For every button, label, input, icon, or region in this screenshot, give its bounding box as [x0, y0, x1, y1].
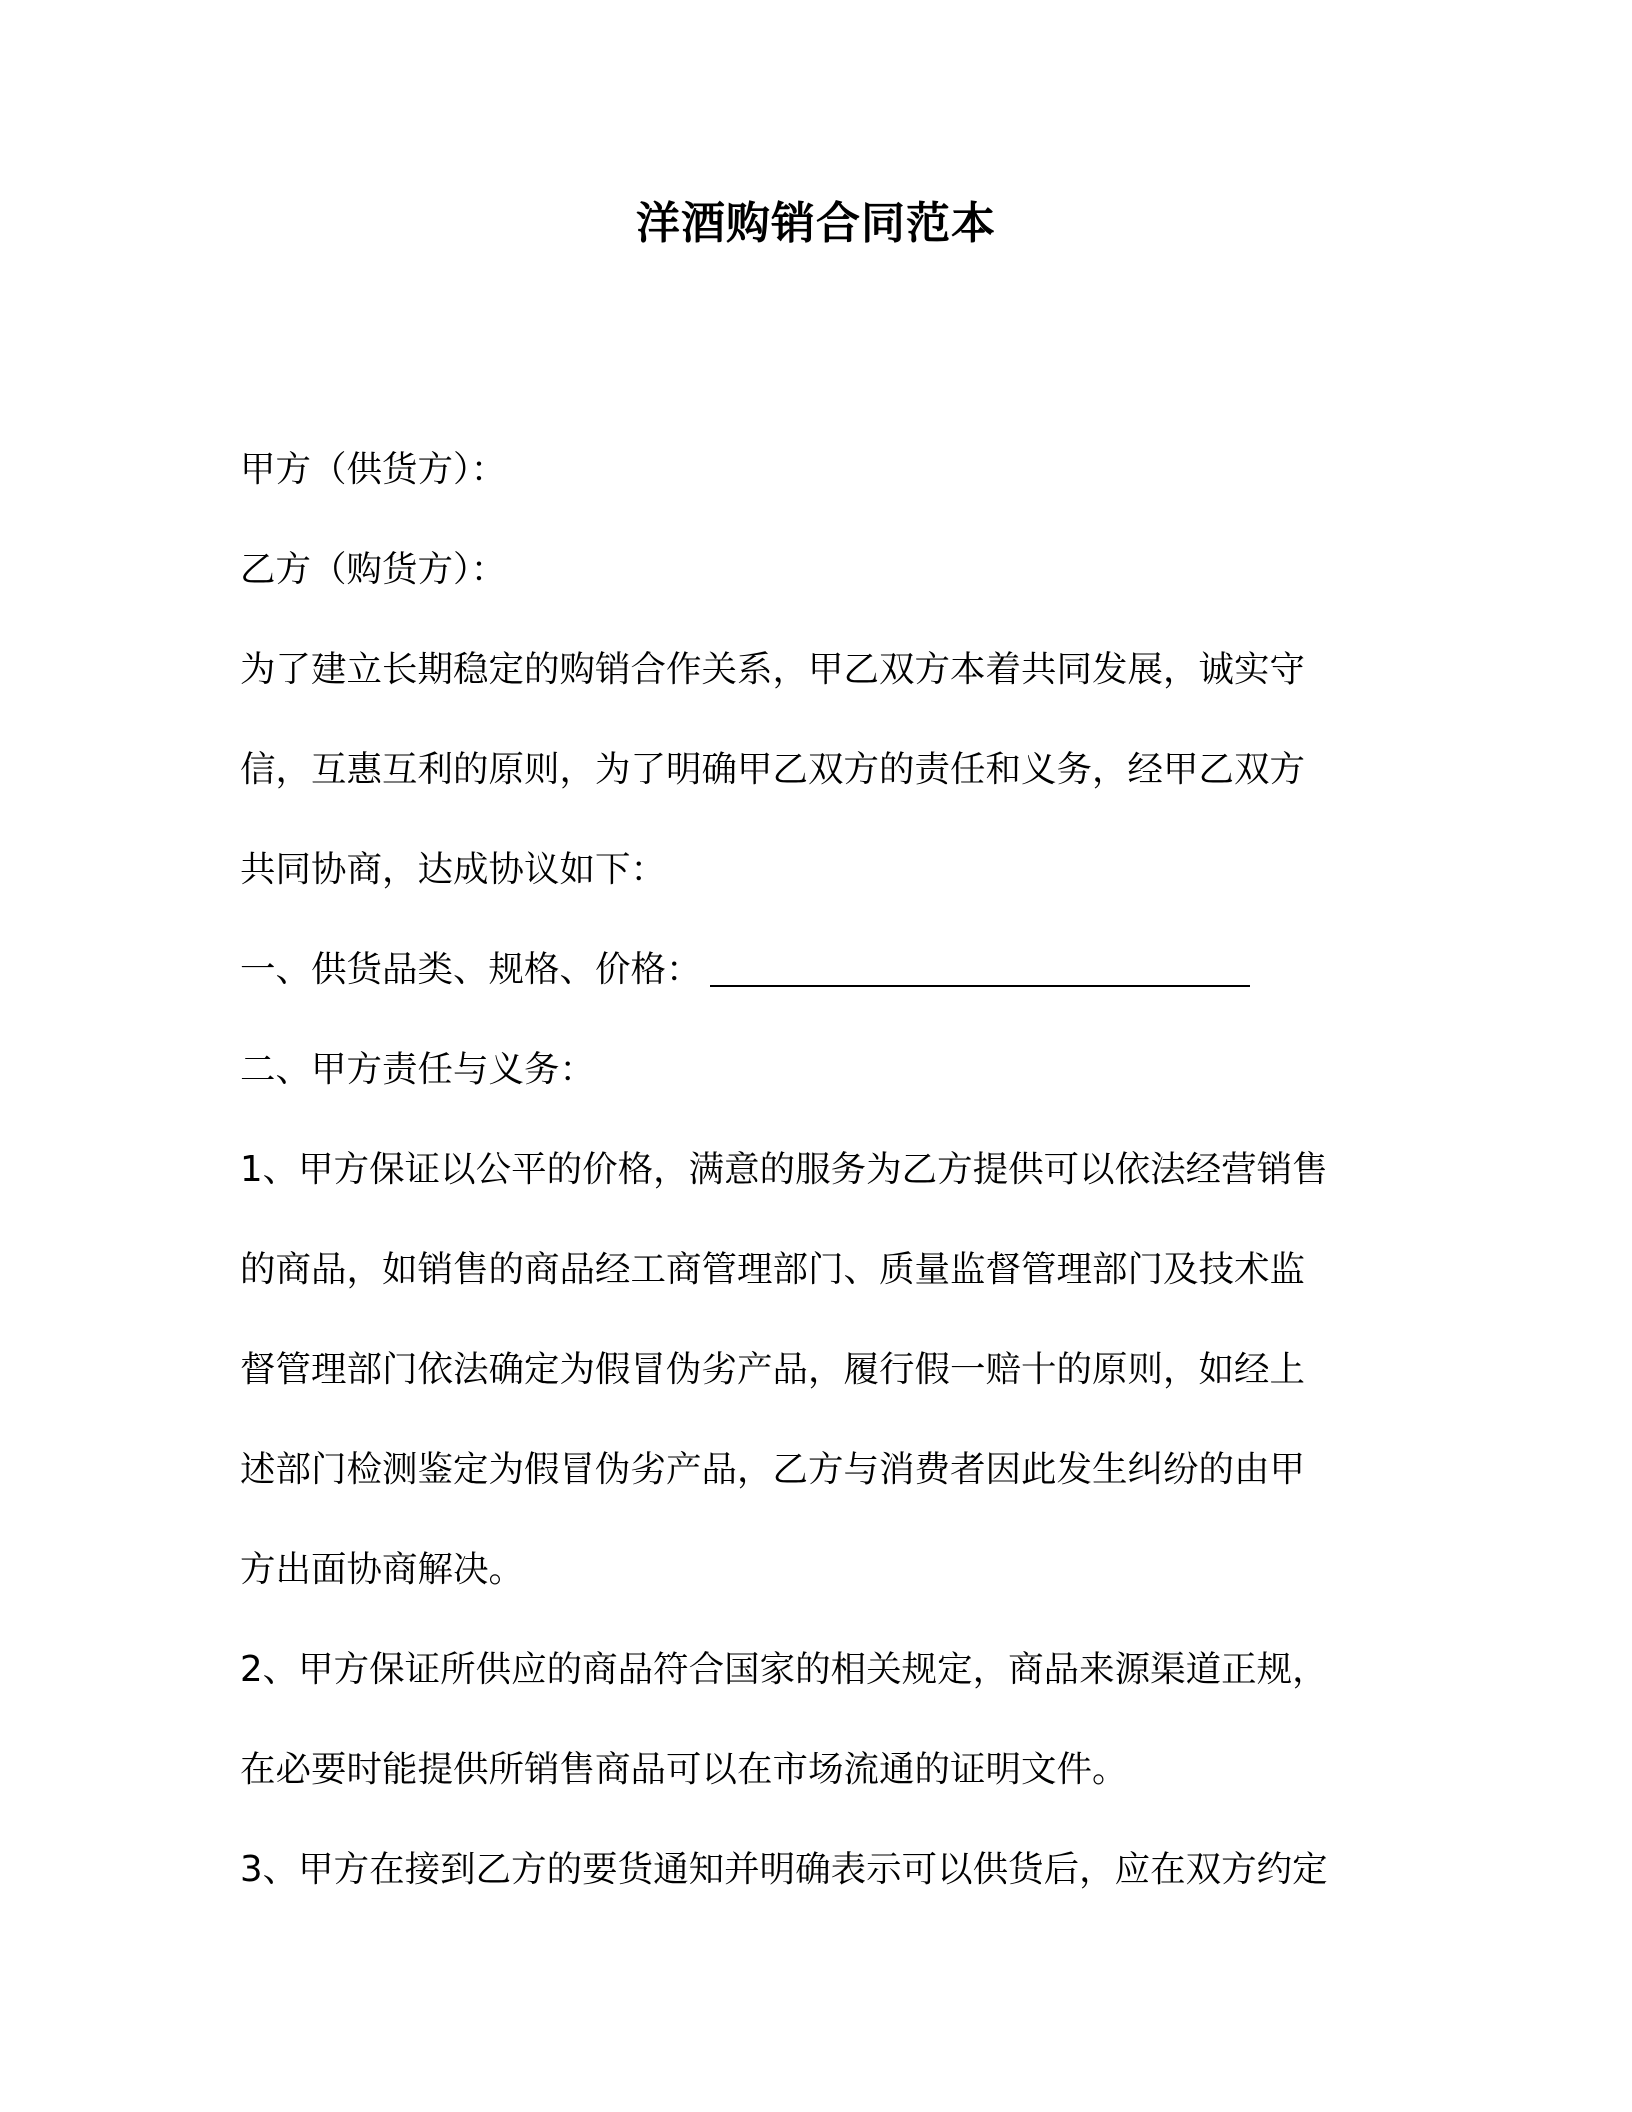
document-body	[240, 420, 1390, 1920]
preamble-line-3: 共同协商，达成协议如下：	[240, 849, 667, 890]
party-b-line: 乙方（购货方）：	[240, 549, 507, 590]
item-3-line-1: 3、甲方在接到乙方的要货通知并明确表示可以供货后，应在双方约定	[240, 1849, 1328, 1890]
item-1-line-3: 督管理部门依法确定为假冒伪劣产品，履行假一赔十的原则，如经上	[240, 1349, 1306, 1390]
item-1-line-4: 述部门检测鉴定为假冒伪劣产品，乙方与消费者因此发生纠纷的由甲	[240, 1449, 1306, 1490]
preamble-line-1: 为了建立长期稳定的购销合作关系，甲乙双方本着共同发展，诚实守	[240, 649, 1306, 690]
party-a-line: 甲方（供货方）：	[240, 449, 507, 490]
item-1-line-5: 方出面协商解决。	[240, 1549, 525, 1590]
item-1-line-2: 的商品，如销售的商品经工商管理部门、质量监督管理部门及技术监	[240, 1249, 1306, 1290]
preamble-line-2: 信，互惠互利的原则，为了明确甲乙双方的责任和义务，经甲乙双方	[240, 749, 1306, 790]
item-2-line-2: 在必要时能提供所销售商品可以在市场流通的证明文件。	[240, 1749, 1128, 1790]
section-2-heading: 二、甲方责任与义务：	[240, 1049, 596, 1090]
item-2-line-1: 2、甲方保证所供应的商品符合国家的相关规定，商品来源渠道正规，	[240, 1649, 1328, 1690]
fill-in-blank	[710, 945, 1250, 987]
section-1-line	[240, 920, 1390, 1020]
document-title: 洋酒购销合同范本	[636, 198, 996, 249]
section-1-label: 一、供货品类、规格、价格：	[240, 949, 702, 990]
item-1-line-1: 1、甲方保证以公平的价格，满意的服务为乙方提供可以依法经营销售	[240, 1149, 1328, 1190]
